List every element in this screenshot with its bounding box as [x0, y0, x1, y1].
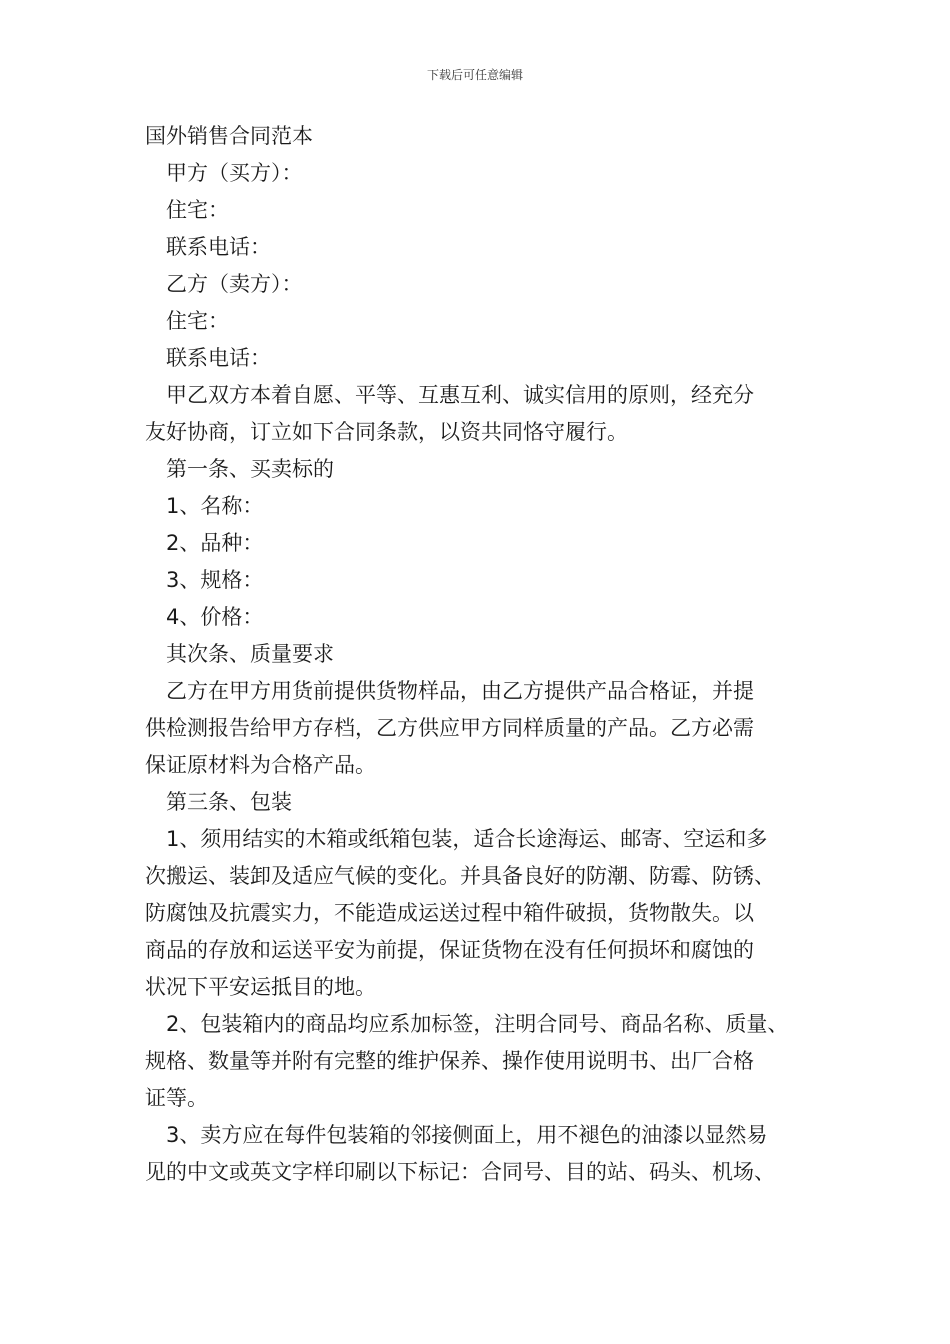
article-3-paragraph-1 — [145, 821, 825, 1006]
article-2-heading: 其次条、质量要求 — [166, 642, 334, 666]
paragraph-line: 见的中文或英文字样印刷以下标记：合同号、目的站、码头、机场、 — [145, 1160, 775, 1184]
article-1-heading: 第一条、买卖标的 — [166, 457, 334, 481]
paragraph-line: 证等。 — [145, 1086, 208, 1110]
article-1-item: 1、名称： — [166, 494, 264, 518]
paragraph-line: 状况下平安运抵目的地。 — [145, 975, 376, 999]
article-3-paragraph-3 — [145, 1117, 825, 1191]
party-b-phone: 联系电话： — [166, 346, 271, 370]
paragraph-line: 规格、数量等并附有完整的维护保养、操作使用说明书、出厂合格 — [145, 1049, 754, 1073]
paragraph-line: 乙方在甲方用货前提供货物样品，由乙方提供产品合格证，并提 — [166, 679, 754, 703]
paragraph-line: 3、卖方应在每件包装箱的邻接侧面上，用不褪色的油漆以显然易 — [166, 1123, 768, 1147]
document-title: 国外销售合同范本 — [145, 124, 313, 148]
article-3-heading: 第三条、包装 — [166, 790, 292, 814]
paragraph-line: 供检测报告给甲方存档，乙方供应甲方同样质量的产品。乙方必需 — [145, 716, 754, 740]
party-a-address: 住宅： — [166, 198, 229, 222]
paragraph-line: 保证原材料为合格产品。 — [145, 753, 376, 777]
party-b-address: 住宅： — [166, 309, 229, 333]
paragraph-line: 商品的存放和运送平安为前提，保证货物在没有任何损坏和腐蚀的 — [145, 938, 754, 962]
paragraph-line: 1、须用结实的木箱或纸箱包装，适合长途海运、邮寄、空运和多 — [166, 827, 768, 851]
intro-paragraph — [145, 377, 825, 451]
paragraph-line: 次搬运、装卸及适应气候的变化。并具备良好的防潮、防霉、防锈、 — [145, 864, 775, 888]
article-1-item: 4、价格： — [166, 605, 264, 629]
document-body — [145, 118, 825, 1191]
party-a-label: 甲方（买方）： — [166, 161, 303, 185]
party-b-label: 乙方（卖方）： — [166, 272, 303, 296]
article-1-item: 3、规格： — [166, 568, 264, 592]
party-a-phone: 联系电话： — [166, 235, 271, 259]
paragraph-line: 防腐蚀及抗震实力，不能造成运送过程中箱件破损，货物散失。以 — [145, 901, 754, 925]
article-2-paragraph — [145, 673, 825, 784]
article-1-item: 2、品种： — [166, 531, 264, 555]
paragraph-line: 甲乙双方本着自愿、平等、互惠互利、诚实信用的原则，经充分 — [166, 383, 754, 407]
page-header-note: 下载后可任意编辑 — [426, 68, 523, 82]
article-3-paragraph-2 — [145, 1006, 825, 1117]
paragraph-line: 2、包装箱内的商品均应系加标签，注明合同号、商品名称、质量、 — [166, 1012, 789, 1036]
paragraph-line: 友好协商，订立如下合同条款，以资共同恪守履行。 — [145, 420, 628, 444]
